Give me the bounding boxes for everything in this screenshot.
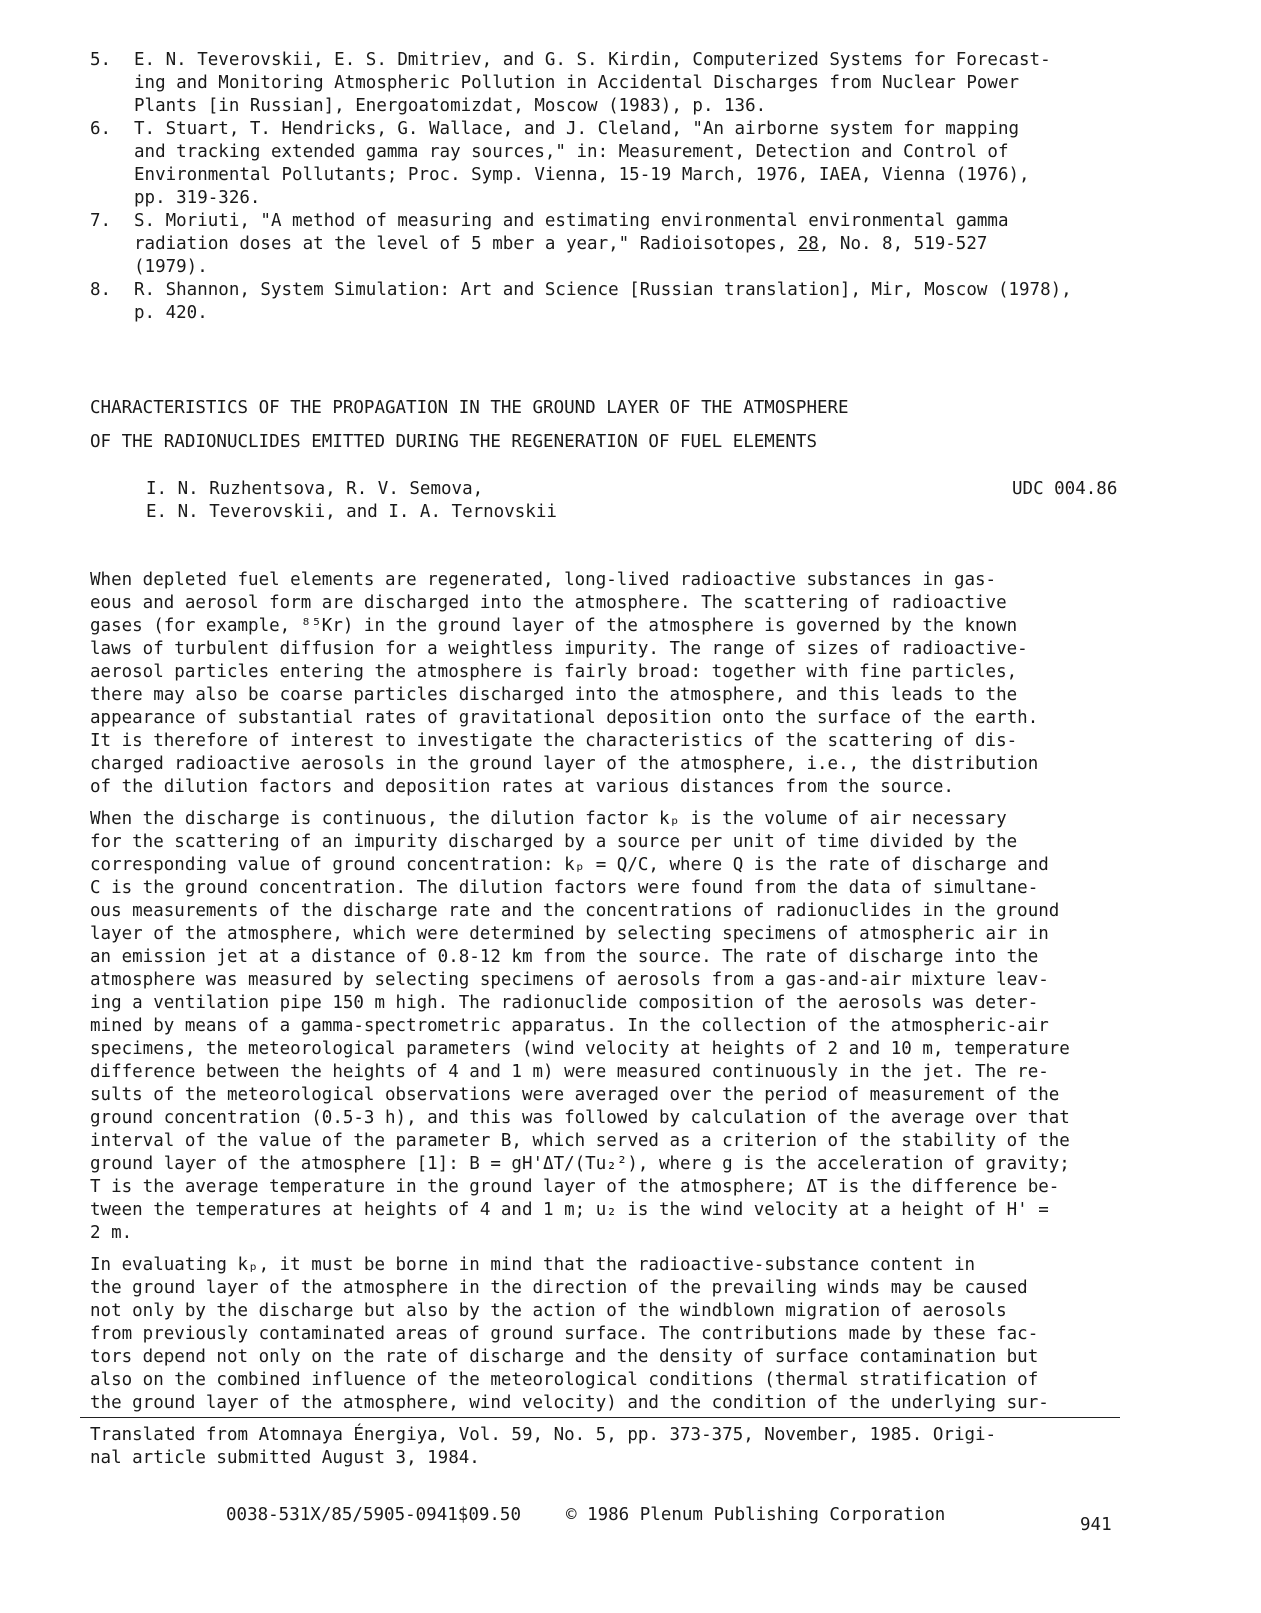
copyright-notice: © 1986 Plenum Publishing Corporation	[566, 1505, 946, 1525]
reference-text-part: S. Moriuti, "A method of measuring and estimating environmental environmental gamma radiation doses at the level of 5 mber a year," Radioisotopes,	[134, 211, 1009, 254]
reference-text: E. N. Teverovskii, E. S. Dmitriev, and G. S. Kirdin, Computerized Systems for Forecast- ing and Monitoring Atmospheric Pollution in Accidental Discharges from Nuclear Power Plants [in Russian], Energoatomizdat, Moscow (1983), p. 136.	[134, 50, 1051, 116]
article-title	[90, 397, 1170, 465]
udc-code: UDC 004.86	[1012, 479, 1118, 499]
body-paragraph: When depleted fuel elements are regenerated, long-lived radioactive substances in gas- eous and aerosol form are discharged into the atmosphere. The scattering of radioactive gases (for example, ⁸⁵Kr) in the ground layer of the atmosphere is governed by the known laws of turbulent diffusion for a weightless impurity. The range of sizes of radioactive- aerosol particles entering the atmosphere is fairly broad: together with fine particles, there may also be coarse particles discharged into the atmosphere, and this leads to the appearance of substantial rates of gravitational deposition onto the surface of the earth. It is therefore of interest to investigate the characteristics of the scattering of dis- charged radioactive aerosols in the ground layer of the atmosphere, i.e., the distribution of the dilution factors and deposition rates at various distances from the source.	[90, 570, 1039, 797]
reference-text	[134, 210, 1140, 279]
reference-volume: 28	[797, 234, 819, 254]
publication-code: 0038-531X/85/5905-0941$09.50	[226, 1505, 522, 1525]
translation-footnote: Translated from Atomnaya Énergiya, Vol. 59, No. 5, pp. 373-375, November, 1985. Origi- nal article submitted August 3, 1984.	[90, 1425, 997, 1468]
reference-item	[90, 49, 1140, 118]
reference-list	[90, 49, 1140, 325]
reference-text: T. Stuart, T. Hendricks, G. Wallace, and J. Cleland, "An airborne system for mapping and tracking extended gamma ray sources," in: Measurement, Detection and Control of Environmental Pollutants; Proc. Symp. Vienna, 15-19 March, 1976, IAEA, Vienna (1976), pp. 319-326.	[134, 119, 1030, 208]
reference-number: 8.	[90, 280, 112, 300]
reference-number: 6.	[90, 119, 112, 139]
reference-number: 5.	[90, 50, 112, 70]
page-number: 941	[1080, 1515, 1112, 1535]
reference-text: R. Shannon, System Simulation: Art and Science [Russian translation], Mir, Moscow (1978), p. 420.	[134, 280, 1072, 323]
body-paragraph: When the discharge is continuous, the dilution factor kₚ is the volume of air necessary for the scattering of an impurity discharged by a source per unit of time divided by the corresponding value of ground concentration: kₚ = Q/C, where Q is the rate of discharge and C is the ground concentration. The dilution factors were found from the data of simultane- ous measurements of the discharge rate and the concentrations of radionuclides in the ground layer of the atmosphere, which were determined by selecting specimens of atmospheric air in an emission jet at a distance of 0.8-12 km from the source. The rate of discharge into the atmosphere was measured by selecting specimens of aerosols from a gas-and-air mixture leav- ing a ventilation pipe 150 m high. The radionuclide composition of the aerosols was deter- mined by means of a gamma-spectrometric apparatus. In the collection of the atmospheric-air specimens, the meteorological parameters (wind velocity at heights of 2 and 10 m, temperature difference between the heights of 4 and 1 m) were measured continuously in the jet. The re- sults of the meteorological observations were averaged over the period of measurement of the ground concentration (0.5-3 h), and this was followed by calculation of the average over that interval of the value of the parameter B, which served as a criterion of the stability of the ground layer of the atmosphere [1]: B = gH'ΔT/(Tu₂²), where g is the acceleration of gravity; T is the average temperature in the ground layer of the atmosphere; ΔT is the difference be- tween the temperatures at heights of 4 and 1 m; u₂ is the wind velocity at a height of H' = 2 m.	[90, 809, 1070, 1243]
reference-item	[90, 279, 1140, 325]
reference-item	[90, 118, 1140, 210]
article-body	[90, 569, 1140, 1424]
reference-text-part: , No. 8, 519-527 (1979).	[134, 234, 988, 277]
body-paragraph: In evaluating kₚ, it must be borne in mind that the radioactive-substance content in the ground layer of the atmosphere in the direction of the prevailing winds may be caused not only by the discharge but also by the action of the windblown migration of aerosols from previously contaminated areas of ground surface. The contributions made by these fac- tors depend not only on the rate of discharge and the density of surface contamination but also on the combined influence of the meteorological conditions (thermal stratification of the ground layer of the atmosphere, wind velocity) and the condition of the underlying sur-	[90, 1255, 1049, 1413]
reference-item	[90, 210, 1140, 279]
article-title-line: OF THE RADIONUCLIDES EMITTED DURING THE REGENERATION OF FUEL ELEMENTS	[90, 432, 817, 452]
reference-number: 7.	[90, 211, 112, 231]
article-authors: I. N. Ruzhentsova, R. V. Semova, E. N. Teverovskii, and I. A. Ternovskii	[146, 479, 557, 522]
article-title-line: CHARACTERISTICS OF THE PROPAGATION IN THE GROUND LAYER OF THE ATMOSPHERE	[90, 398, 849, 418]
footnote-divider	[80, 1417, 1120, 1418]
